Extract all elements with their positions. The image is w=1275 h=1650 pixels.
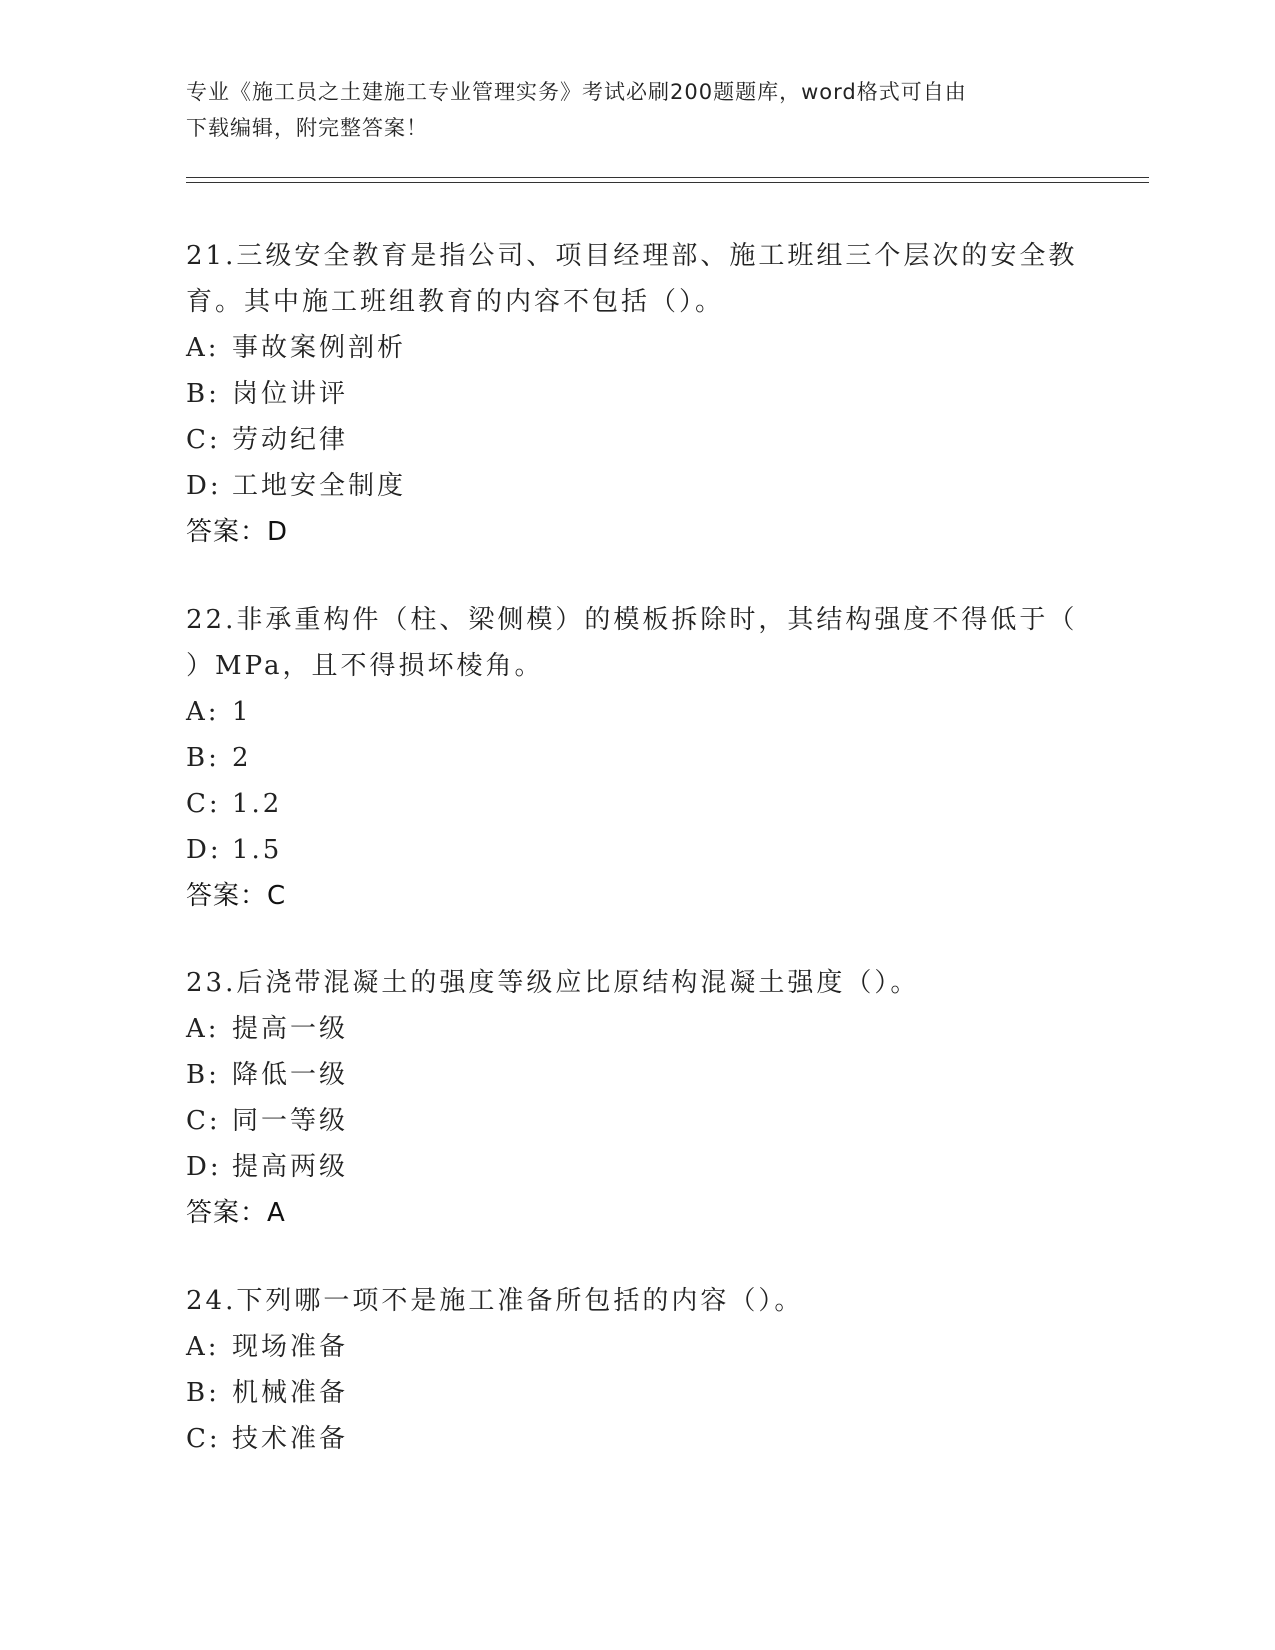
question-text-line: 21.三级安全教育是指公司、项目经理部、施工班组三个层次的安全教	[186, 241, 1078, 271]
option-text: 同一等级	[232, 1106, 349, 1136]
question-text-line: 23.后浇带混凝土的强度等级应比原结构混凝土强度（）。	[186, 968, 920, 998]
option-text: 工地安全制度	[232, 471, 407, 501]
option-text: 提高两级	[232, 1152, 349, 1182]
option-text: 岗位讲评	[232, 379, 349, 409]
option-key: A:	[186, 697, 220, 727]
option-key: A:	[186, 1332, 220, 1362]
header-line-2: 下载编辑，附完整答案！	[186, 116, 428, 140]
option-key: D:	[186, 835, 222, 865]
question-21	[186, 233, 1086, 555]
question-24	[186, 1278, 1086, 1462]
option-text: 机械准备	[232, 1378, 349, 1408]
option-text: 1.5	[232, 835, 283, 865]
question-text-line: 育。其中施工班组教育的内容不包括（）。	[186, 287, 725, 317]
option-b	[186, 371, 1086, 417]
header-divider-bottom	[186, 182, 1149, 183]
answer-label: 答案：D	[186, 517, 289, 547]
option-key: C:	[186, 789, 221, 819]
option-d	[186, 827, 1086, 873]
option-text: 1.2	[232, 789, 283, 819]
option-key: C:	[186, 425, 221, 455]
option-key: C:	[186, 1106, 221, 1136]
option-b	[186, 735, 1086, 781]
option-key: B:	[186, 379, 220, 409]
header-divider-top	[186, 177, 1149, 178]
option-text: 2	[232, 743, 252, 773]
question-23	[186, 960, 1086, 1236]
option-key: D:	[186, 1152, 222, 1182]
option-text: 事故案例剖析	[232, 333, 407, 363]
option-key: D:	[186, 471, 222, 501]
option-text: 降低一级	[232, 1060, 349, 1090]
option-a	[186, 1324, 1086, 1370]
answer-label: 答案：A	[186, 1198, 286, 1228]
option-b	[186, 1052, 1086, 1098]
option-b	[186, 1370, 1086, 1416]
option-text: 提高一级	[232, 1014, 349, 1044]
option-a	[186, 1006, 1086, 1052]
option-key: A:	[186, 333, 220, 363]
option-key: A:	[186, 1014, 220, 1044]
question-text-line: 24.下列哪一项不是施工准备所包括的内容（）。	[186, 1286, 804, 1316]
option-a	[186, 325, 1086, 371]
option-text: 1	[232, 697, 252, 727]
answer-label: 答案：C	[186, 881, 287, 911]
option-key: B:	[186, 743, 220, 773]
question-text-line: 22.非承重构件（柱、梁侧模）的模板拆除时，其结构强度不得低于（	[186, 605, 1078, 635]
option-c	[186, 781, 1086, 827]
header-line-1: 专业《施工员之土建施工专业管理实务》考试必刷200题题库，word格式可自由	[186, 80, 967, 104]
option-d	[186, 463, 1086, 509]
question-text-line: ）MPa，且不得损坏棱角。	[186, 651, 544, 681]
option-text: 技术准备	[232, 1424, 349, 1454]
option-a	[186, 689, 1086, 735]
option-key: B:	[186, 1378, 220, 1408]
option-key: B:	[186, 1060, 220, 1090]
option-c	[186, 1098, 1086, 1144]
option-key: C:	[186, 1424, 221, 1454]
option-text: 现场准备	[232, 1332, 349, 1362]
document-header	[186, 74, 1076, 146]
option-c	[186, 417, 1086, 463]
option-d	[186, 1144, 1086, 1190]
option-text: 劳动纪律	[232, 425, 349, 455]
option-c	[186, 1416, 1086, 1462]
question-22	[186, 597, 1086, 919]
